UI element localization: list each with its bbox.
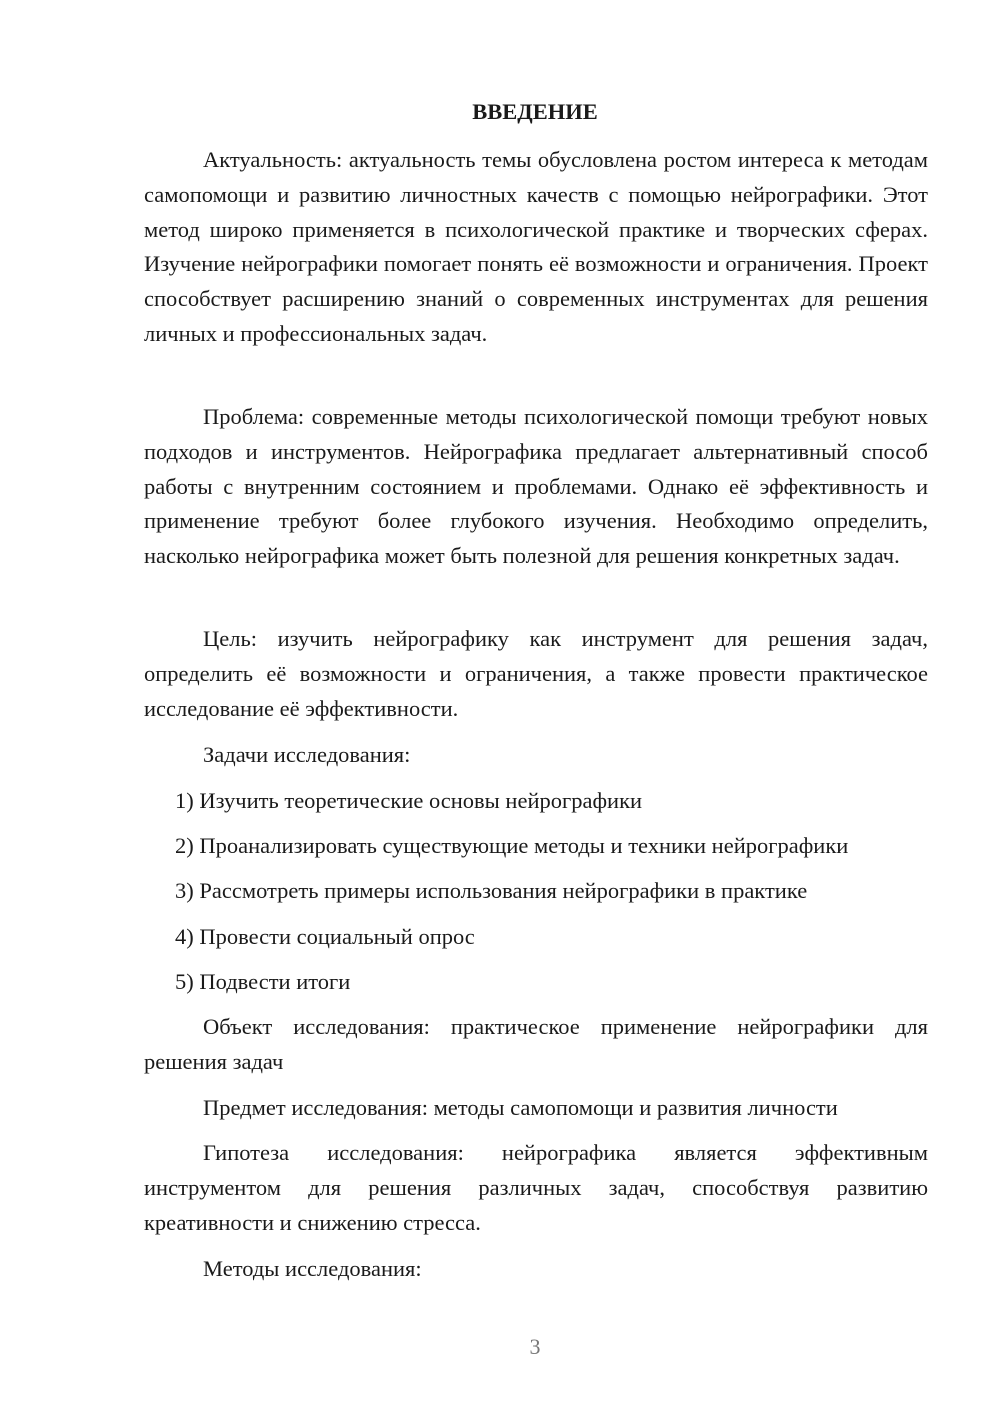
goal-paragraph bbox=[144, 622, 928, 726]
relevance-paragraph bbox=[144, 143, 928, 352]
object-text: Объект исследования: практическое применение нейрографики для решения задач bbox=[144, 1014, 928, 1074]
hypothesis-paragraph bbox=[144, 1136, 928, 1240]
goal-text: Цель: изучить нейрографику как инструмент для решения задач, определить её возможности и ограничения, а также провести практическое исследование её эффективности. bbox=[144, 626, 928, 721]
object-paragraph bbox=[144, 1010, 928, 1080]
task-item-2: 2) Проанализировать существующие методы и техники нейрографики bbox=[175, 833, 849, 858]
task-item-5: 5) Подвести итоги bbox=[175, 969, 351, 994]
page-title: ВВЕДЕНИЕ bbox=[472, 99, 598, 124]
page-number: 3 bbox=[529, 1334, 541, 1359]
methods-heading: Методы исследования: bbox=[203, 1256, 422, 1281]
problem-text: Проблема: современные методы психологической помощи требуют новых подходов и инструментов. Нейрографика предлагает альтернативный способ работы с внутренним состоянием и проблемами. Однако её эффективность и применение требуют более глубокого изучения. Необходимо определить, насколько нейрографика может быть полезной для решения конкретных задач. bbox=[144, 404, 928, 569]
tasks-heading: Задачи исследования: bbox=[203, 742, 411, 767]
task-item-1: 1) Изучить теоретические основы нейрографики bbox=[175, 788, 643, 813]
task-item-4: 4) Провести социальный опрос bbox=[175, 924, 475, 949]
problem-paragraph bbox=[144, 400, 928, 574]
subject-paragraph: Предмет исследования: методы самопомощи и развития личности bbox=[203, 1095, 838, 1120]
relevance-text: Актуальность: актуальность темы обусловлена ростом интереса к методам самопомощи и развитию личностных качеств с помощью нейрографики. Этот метод широко применяется в психологической практике и творческих сферах. Изучение нейрографики помогает понять её возможности и ограничения. Проект способствует расширению знаний о современных инструментах для решения личных и профессиональных задач. bbox=[144, 147, 928, 346]
task-item-3: 3) Рассмотреть примеры использования нейрографики в практике bbox=[175, 878, 808, 903]
hypothesis-text: Гипотеза исследования: нейрографика является эффективным инструментом для решения различных задач, способствуя развитию креативности и снижению стресса. bbox=[144, 1140, 928, 1235]
